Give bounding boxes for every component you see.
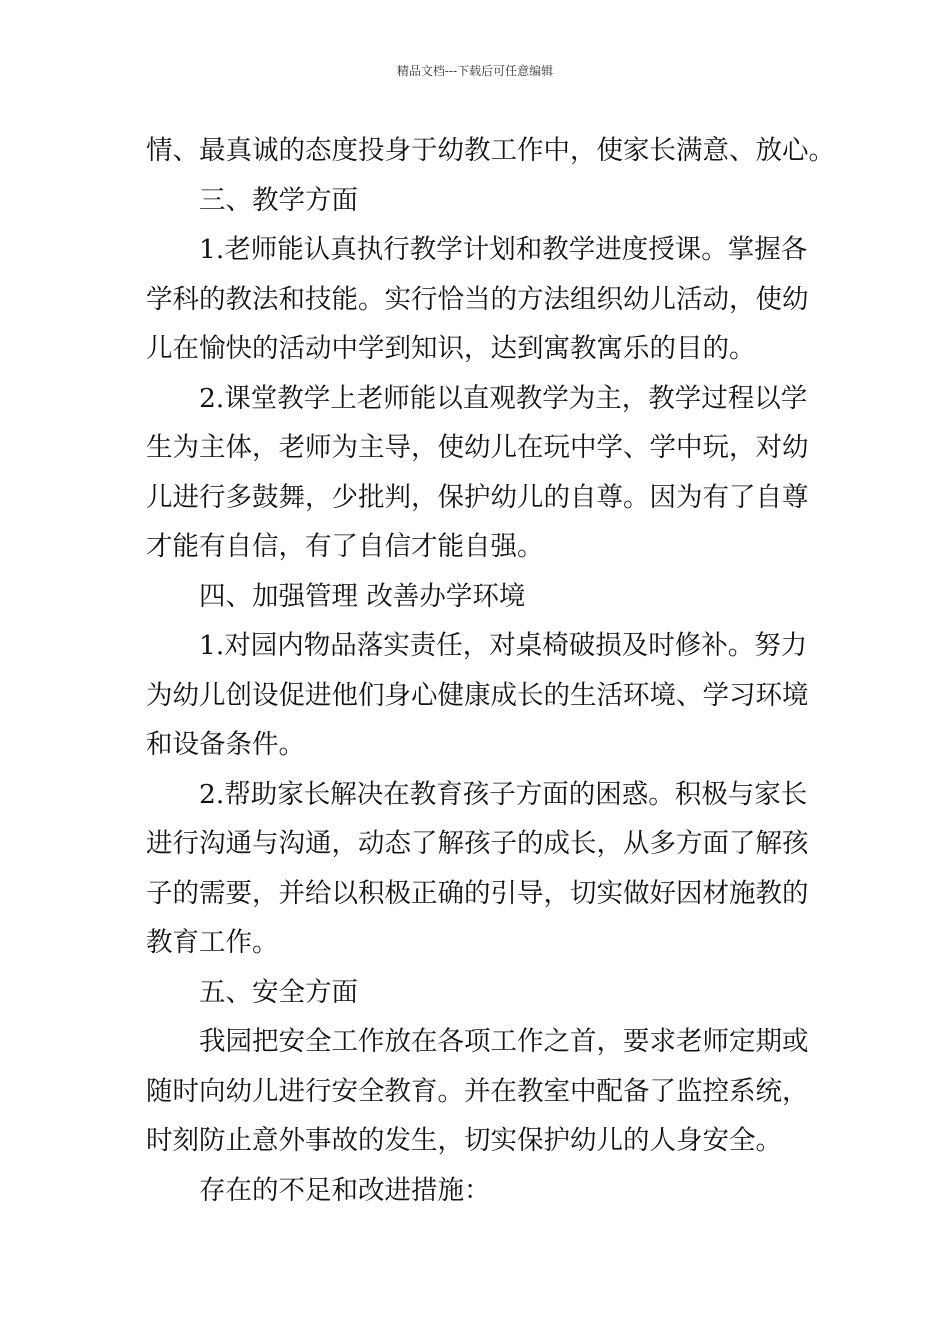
paragraph-line: 学科的教法和技能。实行恰当的方法组织幼儿活动，使幼 [146, 283, 809, 315]
document-body [146, 126, 835, 1215]
paragraph-line: 才能有自信，有了自信才能自强。 [146, 531, 544, 562]
page-header: 精品文档---下载后可任意编辑 [396, 64, 554, 78]
paragraph-line: 我园把安全工作放在各项工作之首，要求老师定期或 [199, 1026, 809, 1057]
paragraph-line: 1.老师能认真执行教学计划和教学进度授课。掌握各 [199, 234, 808, 265]
paragraph-line: 随时向幼儿进行安全教育。并在教室中配备了监控系统， [146, 1075, 809, 1107]
paragraph-line: 教育工作。 [146, 927, 279, 958]
paragraph-line: 和设备条件。 [146, 729, 305, 760]
paragraph-line: 子的需要，并给以积极正确的引导，切实做好因材施教的 [146, 877, 809, 909]
section-heading-shortcomings: 存在的不足和改进措施： [199, 1174, 491, 1206]
paragraph-line: 儿进行多鼓舞，少批判，保护幼儿的自尊。因为有了自尊 [146, 481, 809, 513]
paragraph-line: 生为主体，老师为主导，使幼儿在玩中学、学中玩，对幼 [146, 432, 809, 463]
paragraph-line: 2.帮助家长解决在教育孩子方面的困惑。积极与家长 [199, 778, 808, 810]
paragraph-line: 情、最真诚的态度投身于幼教工作中，使家长满意、放心。 [146, 135, 835, 166]
paragraph-line: 2.课堂教学上老师能以直观教学为主，教学过程以学 [199, 382, 808, 414]
section-heading-teaching: 三、教学方面 [199, 184, 358, 216]
paragraph-line: 1.对园内物品落实责任，对桌椅破损及时修补。努力 [199, 630, 808, 661]
paragraph-line: 进行沟通与沟通，动态了解孩子的成长，从多方面了解孩 [146, 828, 809, 859]
paragraph-line: 为幼儿创设促进他们身心健康成长的生活环境、学习环境 [146, 679, 809, 711]
paragraph-line: 儿在愉快的活动中学到知识，达到寓教寓乐的目的。 [146, 333, 756, 364]
section-heading-safety: 五、安全方面 [199, 976, 358, 1008]
section-heading-management: 四、加强管理 改善办学环境 [199, 580, 526, 612]
paragraph-line: 时刻防止意外事故的发生，切实保护幼儿的人身安全。 [146, 1125, 782, 1156]
